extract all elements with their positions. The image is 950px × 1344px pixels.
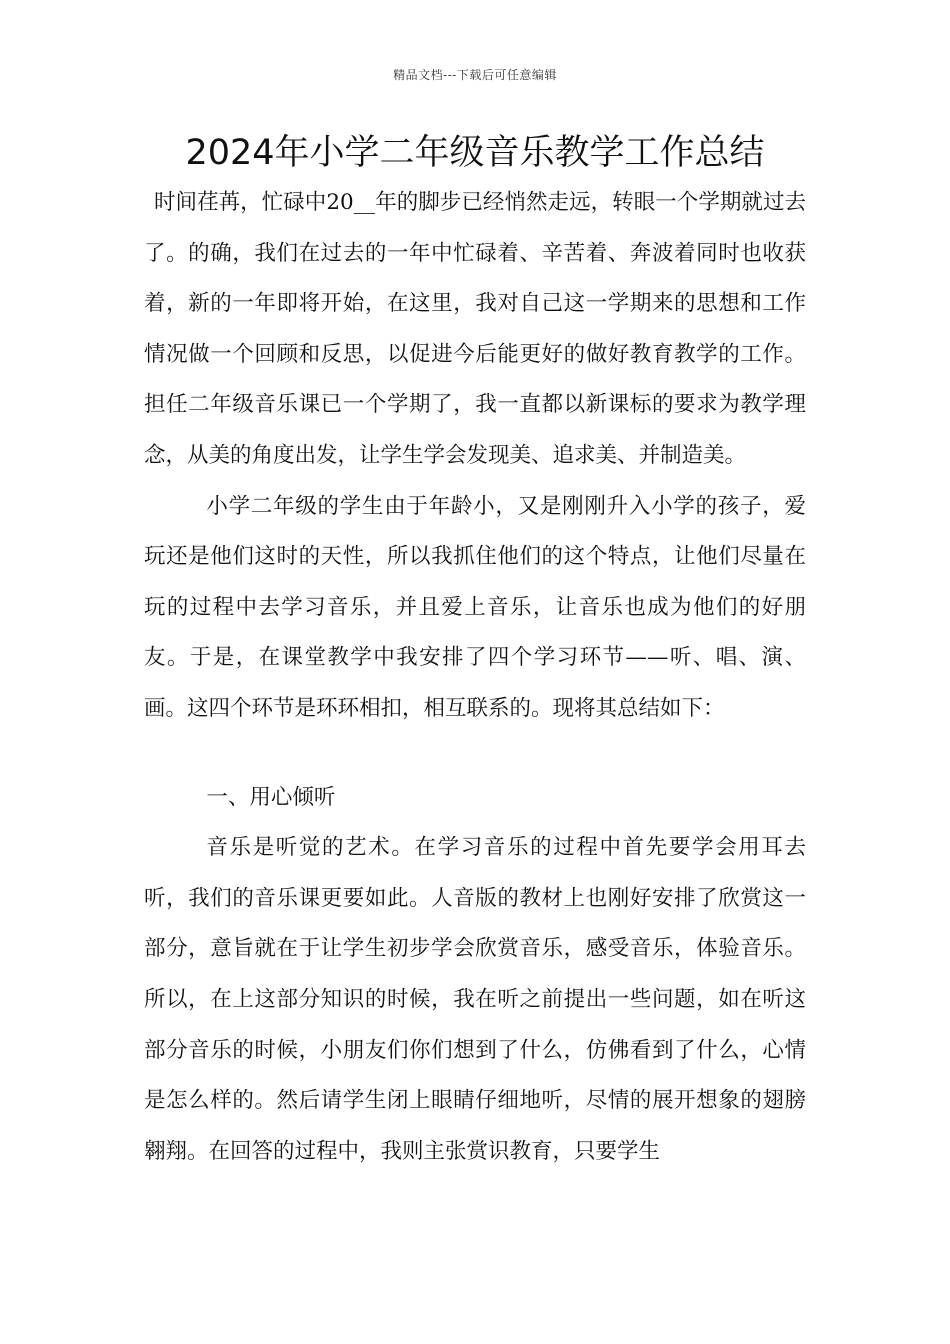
page-header: 精品文档---下载后可任意编辑 (393, 68, 557, 82)
paragraph-intro: 时间荏苒，忙碌中20__年的脚步已经悄然走远，转眼一个学期就过去了。的确，我们在过去的一年中忙碌着、辛苦着、奔波着同时也收获着，新的一年即将开始，在这里，我对自己这一学期来的思想和工作情况做一个回顾和反思，以促进今后能更好的做好教育教学的工作。担任二年级音乐课已一个学期了，我一直都以新课标的要求为教学理念，从美的角度出发，让学生学会发现美、追求美、并制造美。 (144, 190, 806, 468)
document-body (144, 178, 806, 1177)
section-gap (144, 735, 806, 773)
paragraph-listening: 音乐是听觉的艺术。在学习音乐的过程中首先要学会用耳去听，我们的音乐课更要如此。人音版的教材上也刚好安排了欣赏这一部分，意旨就在于让学生初步学会欣赏音乐，感受音乐，体验音乐。所以，在上这部分知识的时候，我在听之前提出一些问题，如在听这部分音乐的时候，小朋友们你们想到了什么，仿佛看到了什么，心情是怎么样的。然后请学生闭上眼睛仔细地听，尽情的展开想象的翅膀翱翔。在回答的过程中，我则主张赏识教育，只要学生 (144, 835, 806, 1164)
paragraph-students: 小学二年级的学生由于年龄小，又是刚刚升入小学的孩子，爱玩还是他们这时的天性，所以我抓住他们的这个特点，让他们尽量在玩的过程中去学习音乐，并且爱上音乐，让音乐也成为他们的好朋友。于是，在课堂教学中我安排了四个学习环节——听、唱、演、画。这四个环节是环环相扣，相互联系的。现将其总结如下： (144, 493, 806, 721)
document-title: 2024年小学二年级音乐教学工作总结 (185, 133, 765, 173)
section-heading-listen: 一、用心倾听 (206, 784, 336, 810)
